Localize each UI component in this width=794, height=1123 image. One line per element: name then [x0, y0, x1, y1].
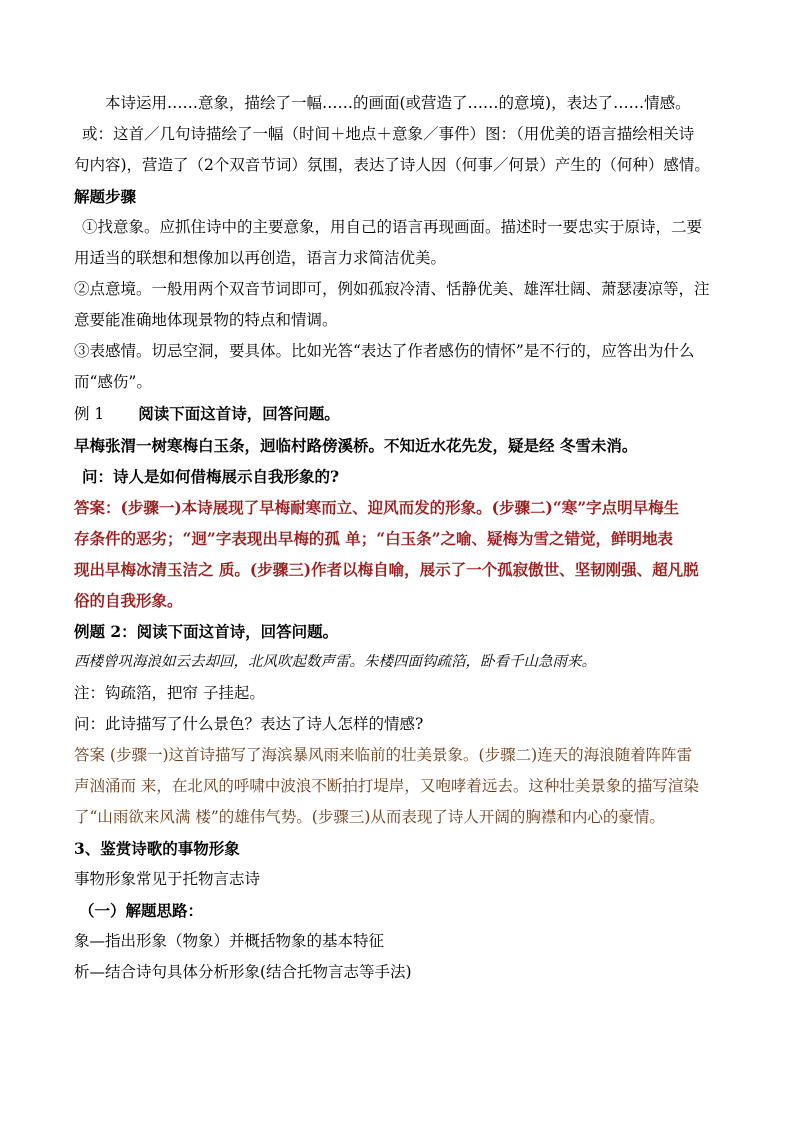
example-1-question: 问：诗人是如何借梅展示自我形象的?	[82, 467, 340, 486]
step-2: ②点意境。一般用两个双音节词即可，例如孤寂冷清、恬静优美、雄浑壮阔、萧瑟凄凉等，注	[74, 280, 710, 298]
example-2-answer: 答案 (步骤一)这首诗描写了海滨暴风雨来临前的壮美景象。(步骤二)连天的海浪随着阵阵雷	[74, 746, 693, 764]
approach-line-1: 象—指出形象（物象）并概括物象的基本特征	[74, 932, 385, 950]
step-3: ③表感情。切忌空洞，要具体。比如光答“表达了作者感伤的情怀”是不行的，应答出为什么	[74, 342, 695, 360]
section-heading-3: 3、鉴赏诗歌的事物形象	[74, 839, 240, 858]
example-2-note: 注：钩疏箔，把帘 子挂起。	[74, 684, 265, 702]
example-1-answer: 答案：(步骤一)本诗展现了早梅耐寒而立、迎风而发的形象。(步骤二)“寒”字点明早梅生	[74, 498, 680, 517]
example-1-number: 例 1	[74, 405, 105, 423]
subsection-heading-1: （一）解题思路：	[79, 901, 204, 920]
approach-line-2: 析—结合诗句具体分析形象(结合托物言志等手法)	[74, 963, 412, 981]
example-1-answer-cont: 现出早梅冰清玉洁之 质。(步骤三)作者以梅自喻，展示了一个孤寂傲世、坚韧刚强、超凡脱	[74, 560, 699, 579]
example-1-poem: 早梅张渭一树寒梅白玉条，迥临村路傍溪桥。不知近水花先发，疑是经 冬雪未消。	[74, 436, 638, 455]
example-1-answer-cont: 俗的自我形象。	[74, 591, 183, 610]
template-line-alt-cont: 句内容)，营造了（2个双音节词）氛围，表达了诗人因（何事／何景）产生的（何种）感情。	[74, 156, 710, 174]
step-2-cont: 意要能准确地体现景物的特点和情调。	[74, 311, 338, 329]
step-1-cont: 用适当的联想和想像加以再创造，语言力求简洁优美。	[74, 249, 447, 267]
section-heading-steps: 解题步骤	[74, 187, 137, 206]
example-2-answer-cont: 了“山雨欲来风满 楼”的雄伟气势。(步骤三)从而表现了诗人开阔的胸襟和内心的豪情。	[74, 808, 665, 826]
example-1-instruction: 阅读下面这首诗，回答问题。	[138, 404, 340, 423]
template-line-alt: 或：这首／几句诗描绘了一幅（时间＋地点＋意象／事件）图：（用优美的语言描绘相关诗	[82, 125, 695, 143]
step-3-cont: 而“感伤”。	[74, 373, 152, 391]
example-1-answer-cont: 存条件的恶劣；“迥”字表现出早梅的孤 单；“白玉条”之喻、疑梅为雪之错觉，鲜明地表	[74, 529, 674, 548]
document-page	[74, 88, 724, 988]
section-3-intro: 事物形象常见于托物言志诗	[74, 870, 261, 888]
example-1-heading	[74, 398, 724, 430]
example-2-question: 问：此诗描写了什么景色？表达了诗人怎样的情感?	[74, 715, 424, 733]
example-2-heading: 例题 2：阅读下面这首诗，回答问题。	[74, 622, 339, 641]
template-line: 本诗运用……意象，描绘了一幅……的画面(或营造了……的意境)，表达了……情感。	[105, 94, 691, 112]
step-1: ①找意象。应抓住诗中的主要意象，用自己的语言再现画面。描述时一要忠实于原诗，二要	[82, 218, 703, 236]
example-2-answer-cont: 声汹涌而 来，在北风的呼啸中波浪不断拍打堤岸，又咆哮着远去。这种壮美景象的描写渲染	[74, 777, 699, 795]
example-2-poem: 西楼曾巩海浪如云去却回，北风吹起数声雷。朱楼四面钩疏箔，卧看千山急雨来。	[74, 654, 596, 670]
